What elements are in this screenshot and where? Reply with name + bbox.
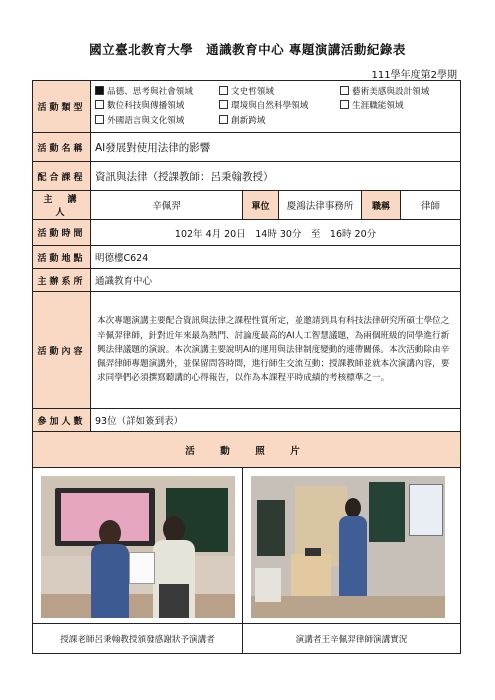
attendance-value: 93位（詳如簽到表）	[91, 409, 461, 432]
photos-header: 活 動 照 片	[33, 432, 461, 468]
checkbox-icon[interactable]	[95, 100, 104, 109]
activity-name-label: 活動名稱	[33, 133, 91, 162]
document-title: 國立臺北教育大學 通識教育中心 專題演講活動紀錄表	[89, 42, 406, 57]
unit-label: 單位	[243, 191, 279, 220]
activity-record-form	[32, 80, 461, 654]
checkbox-icon[interactable]	[219, 100, 228, 109]
time-value: 102年 4月 20日 14時 30分 至 16時 20分	[91, 220, 461, 246]
time-label: 活動時間	[33, 220, 91, 246]
photo-lecture	[251, 476, 445, 618]
photo-award-cell	[33, 468, 243, 624]
checkbox-icon[interactable]	[219, 115, 228, 124]
checkbox-icon[interactable]	[340, 100, 349, 109]
semester-label: 111學年度第2學期	[371, 70, 457, 81]
organizer-value: 通識教育中心	[91, 269, 461, 292]
photo-award-ceremony	[41, 476, 235, 618]
content-label: 活動內容	[33, 292, 91, 409]
course-value: 資訊與法律（授課教師：呂秉翰教授）	[91, 162, 461, 191]
photo-caption-lecture: 演講者王辛佩羿律師演講實況	[243, 624, 461, 654]
photo-caption-award: 授課老師呂秉翰教授頒發感謝狀予演講者	[33, 624, 243, 654]
category-option[interactable]: 文史哲領域	[219, 85, 340, 100]
category-option[interactable]: 生涯職能領域	[340, 99, 404, 114]
checkbox-icon[interactable]	[219, 86, 228, 95]
category-option[interactable]: 數位科技與傳播領域	[95, 99, 219, 114]
category-option[interactable]: 藝術美感與設計領域	[340, 85, 429, 100]
category-option[interactable]: 外國語言與文化領域	[95, 114, 219, 129]
unit-value: 慶鴻法律事務所	[279, 191, 362, 220]
category-option[interactable]: 環境與自然科學領域	[219, 99, 340, 114]
organizer-label: 主辦系所	[33, 269, 91, 292]
course-label: 配合課程	[33, 162, 91, 191]
checkbox-checked-icon[interactable]	[95, 86, 104, 95]
category-option[interactable]: 創新跨域	[219, 114, 265, 129]
speaker-name: 辛佩羿	[91, 191, 243, 220]
activity-type-label: 活動類型	[33, 81, 91, 133]
attendance-label: 參加人數	[33, 409, 91, 432]
checkbox-icon[interactable]	[95, 115, 104, 124]
location-value: 明德樓C624	[91, 246, 461, 269]
content-value: 本次專題演講主要配合資訊與法律之課程性質所定，並邀請到具有科技法律研究所碩士學位之辛佩羿律師，針對近年來最為熱門、討論度最高的AI人工智慧議題，為兩個班級的同學進行新興法律議題的演說。本次演講主要說明AI的運用與法律制度變動的連帶關係。本次活動除由辛佩羿律師專題演講外，並保留問答時間，進行師生交流互動；授課教師並就本次演講內容，要求同學們必須撰寫聽講的心得報告，以作為本課程平時成績的考核標準之一。	[91, 292, 461, 409]
job-title-label: 職稱	[362, 191, 401, 220]
activity-type-options	[91, 81, 461, 133]
job-title-value: 律師	[401, 191, 461, 220]
category-option[interactable]: 品德、思考與社會領域	[95, 85, 219, 100]
location-label: 活動地點	[33, 246, 91, 269]
activity-name-value: AI發展對使用法律的影響	[91, 133, 461, 162]
speaker-label: 主 講 人	[33, 191, 91, 220]
checkbox-icon[interactable]	[340, 86, 349, 95]
photo-lecture-cell	[243, 468, 461, 624]
